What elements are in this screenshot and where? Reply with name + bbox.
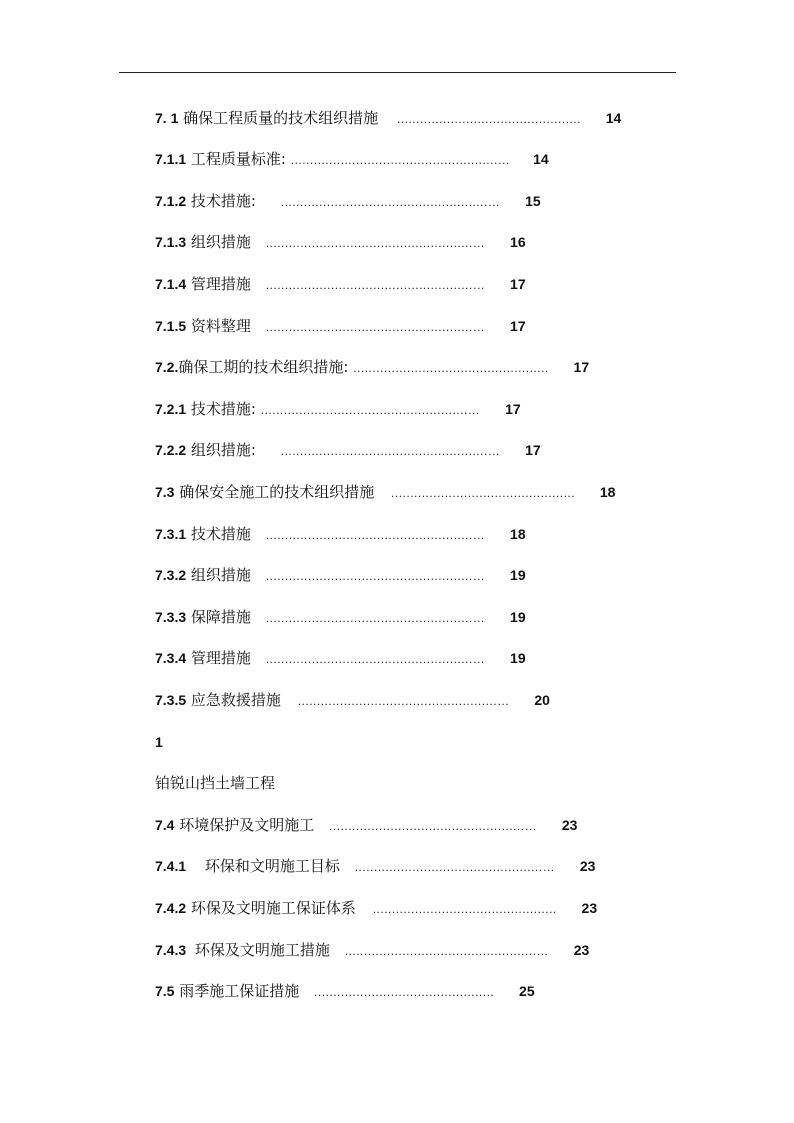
toc-leader: ................................................... [353,361,549,375]
toc-leader: ......................................................… [265,528,486,542]
toc-entry[interactable] [155,855,595,877]
toc-entry[interactable] [155,814,577,836]
toc-number: 7.1.5 [155,318,187,334]
toc-title: 应急救援措施 [190,691,281,709]
toc-page: 19 [510,567,526,583]
toc-number: 7.1.1 [155,151,187,167]
toc-page: 20 [534,692,550,708]
toc-entry[interactable] [155,897,597,919]
toc-page: 23 [581,900,598,916]
toc-leader: ......................................................… [280,195,501,209]
toc-entry[interactable] [155,190,541,212]
toc-title: 环保及文明施工保证体系 [190,899,356,917]
toc-leader: ....................................................… [297,694,510,708]
toc-page: 23 [573,942,590,958]
toc-entry[interactable] [155,564,526,586]
toc-number: 7.1.4 [155,276,187,292]
toc-number: 7.2. [155,359,179,375]
toc-entry[interactable] [155,647,526,669]
toc-leader: ......................................................… [290,153,511,167]
toc-entry[interactable] [155,439,541,461]
toc-title: 技术措施 [190,525,251,543]
toc-leader: ......................................................… [265,236,486,250]
toc-entry[interactable] [155,356,589,378]
toc-number: 7.3.2 [155,567,187,583]
toc-number: 7.4.2 [155,900,187,916]
toc-entry[interactable] [155,148,549,170]
toc-entry[interactable] [155,315,526,337]
toc-page: 18 [599,484,616,500]
toc-title: 确保工程质量的技术组织措施 [183,109,379,127]
toc-leader: ......................................................… [265,278,486,292]
toc-title: 确保工期的技术组织措施: [178,358,349,376]
toc-title: 雨季施工保证措施 [179,982,300,1000]
toc-leader: ................................................ [372,902,557,916]
toc-number: 7.4.1 [155,858,187,874]
toc-title: 组织措施 [190,566,251,584]
toc-title: 管理措施 [190,275,251,293]
toc-entry[interactable] [155,523,526,545]
toc-leader: ......................................................… [260,403,481,417]
toc-number: 7.2.2 [155,442,187,458]
toc-title: 保障措施 [190,608,251,626]
toc-entry[interactable] [155,689,550,711]
toc-page: 19 [510,609,526,625]
toc-number: 7.1.3 [155,234,187,250]
toc-title: 确保安全施工的技术组织措施 [179,483,375,501]
toc-title: 工程质量标准: [190,150,286,168]
toc-page: 17 [510,318,526,334]
toc-leader: ................................................ [396,112,581,126]
toc-entry[interactable] [155,273,526,295]
toc-number: 7.3.1 [155,526,187,542]
toc-page: 23 [561,817,578,833]
toc-leader: ......................................................… [265,652,486,666]
toc-number: 7.3.4 [155,650,187,666]
header-rule [119,72,676,73]
toc-number: 7.3 [155,484,175,500]
toc-entry[interactable] [155,606,526,628]
toc-title: 环保和文明施工目标 [204,857,340,875]
toc-title: 组织措施 [190,233,251,251]
toc-page: 17 [505,401,521,417]
toc-page: 19 [510,650,526,666]
toc-number: 7.4 [155,817,175,833]
running-header-title: 铂锐山挡土墙工程 [155,774,276,792]
toc-title: 管理措施 [190,649,251,667]
toc-page: 18 [510,526,526,542]
toc-entry[interactable] [155,231,526,253]
toc-page: 14 [533,151,549,167]
toc-entry[interactable] [155,398,521,420]
toc-leader: ..................................................… [344,944,549,958]
toc-leader: ......................................................… [265,320,486,334]
toc-leader: ............................................... [314,985,495,999]
toc-number: 7.1.2 [155,193,187,209]
toc-number: 7.3.5 [155,692,187,708]
toc-number: 7.5 [155,983,175,999]
toc-leader: ......................................................… [280,444,501,458]
toc-entry[interactable] [155,939,589,961]
toc-entry[interactable] [155,481,615,503]
toc-leader: ................................................ [391,486,576,500]
toc-title: 技术措施: [190,400,256,418]
toc-number: 7. 1 [155,110,179,126]
toc-entry[interactable] [155,980,535,1002]
toc-page: 16 [510,234,526,250]
toc-title: 环保及文明施工措施 [194,941,330,959]
toc-leader: ......................................................… [265,611,486,625]
toc-number: 7.4.3 [155,942,187,958]
toc-title: 环境保护及文明施工 [179,816,315,834]
toc-title: 技术措施: [190,192,256,210]
toc-page: 17 [525,442,541,458]
toc-leader: ...................................................… [329,819,538,833]
toc-page: 15 [525,193,541,209]
toc-number: 7.3.3 [155,609,187,625]
toc-number: 7.2.1 [155,401,187,417]
toc-title: 组织措施: [190,441,256,459]
toc-page: 25 [519,983,535,999]
page-number: 1 [155,734,163,750]
toc-page: 23 [579,858,596,874]
toc-entry[interactable] [155,107,621,129]
toc-title: 资料整理 [190,317,251,335]
toc-page: 14 [605,110,622,126]
toc-page: 17 [510,276,526,292]
toc-leader: ......................................................… [265,569,486,583]
toc-leader: .................................................… [354,860,556,874]
toc-page: 17 [573,359,590,375]
